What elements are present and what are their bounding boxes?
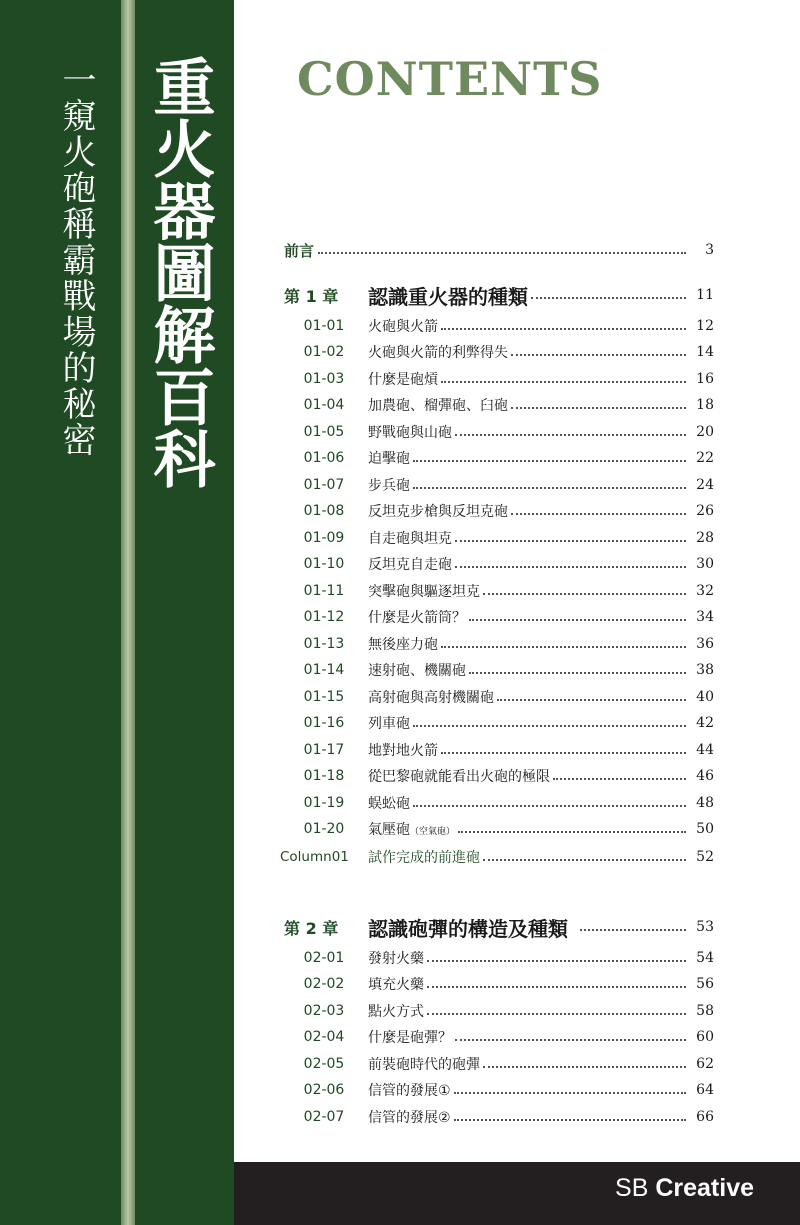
leader-dots [511, 407, 686, 409]
toc-entry[interactable] [280, 552, 714, 576]
entry-number: 前言 [284, 241, 315, 260]
entry-page: 44 [696, 742, 714, 758]
toc-chapter-2[interactable] [280, 915, 714, 939]
entry-number: Column01 [280, 849, 349, 865]
entry-page: 14 [696, 344, 714, 360]
entry-page: 12 [696, 318, 714, 334]
toc-entry[interactable] [280, 393, 714, 417]
entry-title: 速射砲、機關砲 [368, 663, 466, 679]
leader-dots [483, 1066, 686, 1068]
toc-entry[interactable] [280, 1052, 714, 1076]
entry-page: 50 [696, 821, 714, 837]
entry-page: 53 [696, 919, 714, 935]
entry-title-text: 氣壓砲 [368, 822, 410, 838]
entry-title: 試作完成的前進砲 [368, 850, 480, 866]
toc-entry[interactable] [280, 499, 714, 523]
toc-entry-foreword[interactable] [280, 238, 714, 262]
entry-number: 01-11 [303, 583, 345, 599]
entry-number: 01-05 [303, 424, 345, 440]
toc-entry[interactable] [280, 685, 714, 709]
entry-number: 02-04 [303, 1029, 345, 1045]
entry-title: 列車砲 [368, 716, 410, 732]
toc-entry[interactable] [280, 946, 714, 970]
entry-page: 36 [696, 636, 714, 652]
entry-number: 02-02 [303, 976, 345, 992]
entry-number: 01-10 [303, 556, 345, 572]
toc-entry[interactable] [280, 340, 714, 364]
publisher-logo-sb: SB [615, 1174, 649, 1202]
entry-page: 60 [696, 1029, 714, 1045]
toc-entry[interactable] [280, 658, 714, 682]
entry-page: 54 [696, 950, 714, 966]
entry-page: 34 [696, 609, 714, 625]
toc-entry[interactable] [280, 579, 714, 603]
entry-title: 信管的發展② [368, 1110, 451, 1126]
toc-entry[interactable] [280, 1025, 714, 1049]
leader-dots [413, 487, 686, 489]
publisher-logo [615, 1174, 754, 1203]
leader-dots [413, 725, 686, 727]
entry-page: 38 [696, 662, 714, 678]
entry-page: 64 [696, 1082, 714, 1098]
entry-page: 11 [696, 287, 714, 303]
entry-page: 42 [696, 715, 714, 731]
toc-entry[interactable] [280, 1105, 714, 1129]
entry-title: 加農砲、榴彈砲、臼砲 [368, 398, 508, 414]
entry-title: 蜈蚣砲 [368, 796, 410, 812]
leader-dots [427, 986, 686, 988]
entry-title: 地對地火箭 [368, 743, 438, 759]
entry-page: 58 [696, 1003, 714, 1019]
entry-number: 01-08 [303, 503, 345, 519]
leader-dots [553, 778, 686, 780]
entry-number: 01-07 [303, 477, 345, 493]
entry-number: 01-12 [303, 609, 345, 625]
entry-title: 火砲與火箭 [368, 319, 438, 335]
leader-dots [441, 646, 686, 648]
leader-dots [511, 354, 686, 356]
toc-entry[interactable] [280, 738, 714, 762]
entry-number: 01-14 [303, 662, 345, 678]
leader-dots [483, 859, 686, 861]
entry-page: 28 [696, 530, 714, 546]
entry-page: 62 [696, 1056, 714, 1072]
leader-dots [497, 699, 686, 701]
leader-dots [427, 960, 686, 962]
entry-page: 18 [696, 397, 714, 413]
entry-page: 52 [696, 849, 714, 865]
book-title: 重火器圖解百科 [143, 55, 216, 489]
entry-page: 56 [696, 976, 714, 992]
entry-number: 01-16 [303, 715, 345, 731]
entry-title [368, 819, 458, 839]
entry-title: 高射砲與高射機關砲 [368, 690, 494, 706]
entry-title: 突擊砲與驅逐坦克 [368, 584, 480, 600]
leader-dots [531, 297, 686, 299]
leader-dots [441, 381, 686, 383]
toc-entry[interactable] [280, 972, 714, 996]
leader-dots [483, 593, 686, 595]
leader-dots [413, 805, 686, 807]
sidebar-stripe [121, 0, 135, 1225]
entry-title: 反坦克自走砲 [368, 557, 452, 573]
toc-entry-column[interactable] [280, 845, 714, 869]
entry-number: 02-07 [303, 1109, 345, 1125]
leader-dots [469, 672, 686, 674]
entry-page: 30 [696, 556, 714, 572]
book-subtitle: 一窺火砲稱霸戰場的秘密 [56, 62, 96, 458]
entry-number: 02-03 [303, 1003, 345, 1019]
leader-dots [318, 252, 686, 254]
entry-number: 02-06 [303, 1082, 345, 1098]
entry-number: 01-03 [303, 371, 345, 387]
entry-page: 3 [705, 242, 714, 258]
toc-entry[interactable] [280, 711, 714, 735]
entry-title: 什麼是砲熕 [368, 372, 438, 388]
toc-entry[interactable] [280, 420, 714, 444]
entry-number: 01-15 [303, 689, 345, 705]
entry-page: 32 [696, 583, 714, 599]
entry-number: 01-06 [303, 450, 345, 466]
chapter-number: 第 2 章 [284, 918, 339, 938]
entry-title: 什麼是砲彈？ [368, 1030, 452, 1046]
entry-page: 20 [696, 424, 714, 440]
toc-chapter-1[interactable] [280, 283, 714, 307]
entry-number: 01-13 [303, 636, 345, 652]
entry-title: 迫擊砲 [368, 451, 410, 467]
entry-title: 點火方式 [368, 1004, 424, 1020]
entry-number: 02-01 [303, 950, 345, 966]
leader-dots [427, 1013, 686, 1015]
leader-dots [469, 619, 686, 621]
entry-page: 26 [696, 503, 714, 519]
toc-entry[interactable] [280, 314, 714, 338]
entry-page: 46 [696, 768, 714, 784]
leader-dots [441, 328, 686, 330]
leader-dots [454, 1092, 686, 1094]
leader-dots [580, 929, 686, 931]
entry-page: 22 [696, 450, 714, 466]
toc-entry[interactable] [280, 605, 714, 629]
entry-title-note: （空氣砲） [410, 827, 456, 837]
toc-entry[interactable] [280, 526, 714, 550]
toc-entry[interactable] [280, 764, 714, 788]
entry-title: 信管的發展① [368, 1083, 451, 1099]
entry-title: 什麼是火箭筒？ [368, 610, 466, 626]
leader-dots [455, 540, 686, 542]
entry-title: 前裝砲時代的砲彈 [368, 1057, 480, 1073]
entry-title: 野戰砲與山砲 [368, 425, 452, 441]
entry-title: 自走砲與坦克 [368, 531, 452, 547]
leader-dots [455, 566, 686, 568]
entry-number: 01-02 [303, 344, 345, 360]
entry-title: 火砲與火箭的利弊得失 [368, 345, 508, 361]
entry-page: 16 [696, 371, 714, 387]
leader-dots [458, 831, 686, 833]
entry-number: 01-17 [303, 742, 345, 758]
entry-number: 01-18 [303, 768, 345, 784]
entry-number: 01-09 [303, 530, 345, 546]
entry-page: 48 [696, 795, 714, 811]
leader-dots [511, 513, 686, 515]
entry-page: 66 [696, 1109, 714, 1125]
chapter-title: 認識重火器的種類 [368, 284, 528, 309]
entry-number: 01-19 [303, 795, 345, 811]
toc-entry[interactable] [280, 791, 714, 815]
footer-bar [234, 1162, 800, 1225]
chapter-number: 第 1 章 [284, 286, 339, 306]
leader-dots [455, 434, 686, 436]
entry-number: 01-01 [303, 318, 345, 334]
toc-entry[interactable] [280, 632, 714, 656]
leader-dots [413, 460, 686, 462]
publisher-logo-creative: Creative [655, 1174, 754, 1202]
toc-entry[interactable] [280, 817, 714, 841]
chapter-title: 認識砲彈的構造及種類 [368, 916, 568, 941]
toc-entry[interactable] [280, 446, 714, 470]
entry-page: 24 [696, 477, 714, 493]
entry-number: 01-04 [303, 397, 345, 413]
leader-dots [441, 752, 686, 754]
leader-dots [454, 1119, 686, 1121]
entry-title: 從巴黎砲就能看出火砲的極限 [368, 769, 550, 785]
entry-title: 填充火藥 [368, 977, 424, 993]
entry-number: 01-20 [303, 821, 345, 837]
toc-entry[interactable] [280, 999, 714, 1023]
contents-heading: CONTENTS [297, 52, 603, 106]
entry-number: 02-05 [303, 1056, 345, 1072]
entry-title: 無後座力砲 [368, 637, 438, 653]
leader-dots [455, 1039, 686, 1041]
entry-title: 步兵砲 [368, 478, 410, 494]
toc-entry[interactable] [280, 473, 714, 497]
toc-entry[interactable] [280, 367, 714, 391]
entry-title: 反坦克步槍與反坦克砲 [368, 504, 508, 520]
toc-entry[interactable] [280, 1078, 714, 1102]
entry-page: 40 [696, 689, 714, 705]
entry-title: 發射火藥 [368, 951, 424, 967]
